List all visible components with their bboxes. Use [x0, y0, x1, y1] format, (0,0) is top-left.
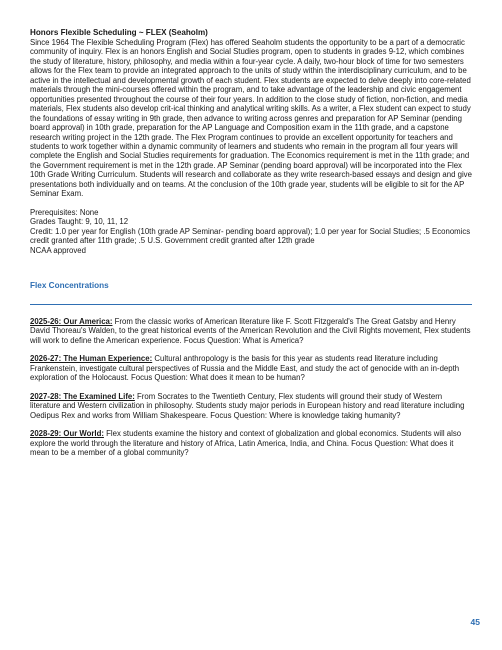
course-title: Honors Flexible Scheduling ~ FLEX (Seaholm) — [30, 28, 208, 37]
page-number: 45 — [470, 617, 480, 627]
concentration-text: Cultural anthropology is the basis for this year as students read literature including Frankenstein, investigate cultural perspectives of Russia and the Middle East, and study the act of genocide with an in-depth exploration of the Holocaust. Focus Question: What does it mean to be human? — [30, 354, 460, 383]
concentrations-heading: Flex Concentrations — [30, 280, 109, 290]
concentration-label: 2027-28: The Examined Life: — [30, 391, 135, 401]
concentration-text: From the classic works of American literature like F. Scott Fitzgerald's The Great Gatsby and Henry David Thoreau's Walden, to the great historical events of the American Revolution and the Civil Rights movement, Flex students will work to define the American experience. Focus Question: What is America? — [30, 316, 471, 345]
concentrations-list — [30, 317, 472, 458]
concentration-label: 2028-29: Our World: — [30, 429, 104, 439]
course-description: Since 1964 The Flexible Scheduling Program (Flex) has offered Seaholm students the opportunity to be a part of a democratic community of inquiry. Flex is an honors English and Social Studies program, open to students in grades 9-12, which combines the study of literature, history, philosophy, and media within a four-year cycle. A daily, two-hour block of time for two semesters allows for the Flex team to provide an integrated approach to the units of study within the interdisciplinary curriculum, and to be active in the intellectual and developmental growth of each student. Flex students are expected to delve deeply into core-related materials through the mini-courses offered within the program, and to take advantage of the leadership and civic engagement opportunities presented throughout the course of their four years. In addition to the close study of fiction, non-fiction, and media materials, Flex students also develop crit-ical thinking and analytical writing skills. As a writer, a Flex student can expect to study the foundations of essay writing in 9th grade, then advance to writing across genres and preparation for AP Seminar (pending board approval) in 10th grade, preparation for the AP Language and Composition exam in the 11th grade, and a capstone research writing project in the 12th grade. The Flex Program continues to provide an excellent opportunity for teachers and students to work together within a dynamic community of learners and students who remain in the program all four years will complete the English and Social Studies requirements for graduation. The Economics requirement is met in the 11th grade; and the Government requirement is met in the 12th grade. AP Seminar (pending board approval) will be incorporated into the Flex 10th Grade Writing Curriculum. Students will research and collaborate as they write research-based essays and design and give presentations both individually and on teams. At the conclusion of the 10th grade year, students will be eligible to sit for the AP Seminar Exam. — [30, 38, 472, 199]
credit-info: Credit: 1.0 per year for English (10th grade AP Seminar- pending board approval); 1.0 per year for Social Studies; .5 Economics credit granted after 11th grade; .5 U.S. Government credit granted after 12th grade — [30, 226, 471, 246]
concentration-item — [30, 392, 472, 421]
grades-taught: Grades Taught: 9, 10, 11, 12 — [30, 217, 129, 227]
prerequisites: Prerequisites: None — [30, 207, 99, 217]
concentration-item — [30, 429, 472, 458]
concentration-label: 2025-26: Our America: — [30, 316, 113, 326]
section-divider — [30, 304, 472, 305]
concentration-text: From Socrates to the Twentieth Century, Flex students will ground their study of Western literature and Western civilization in philosophy. Students study major periods in European history and read literature including Oedipus Rex and works from William Shakespeare. Focus Question: Where is knowledge taking humanity? — [30, 391, 465, 420]
page-content — [30, 28, 472, 458]
concentration-text: Flex students examine the history and context of globalization and global economics. Students will also explore the world through the literature and history of Africa, Latin America, India, and China. Focus Question: What does it mean to be a member of a global community? — [30, 429, 462, 458]
concentration-item — [30, 354, 472, 383]
concentration-item — [30, 317, 472, 346]
concentration-label: 2026-27: The Human Experience: — [30, 354, 153, 364]
ncaa-status: NCAA approved — [30, 245, 86, 255]
